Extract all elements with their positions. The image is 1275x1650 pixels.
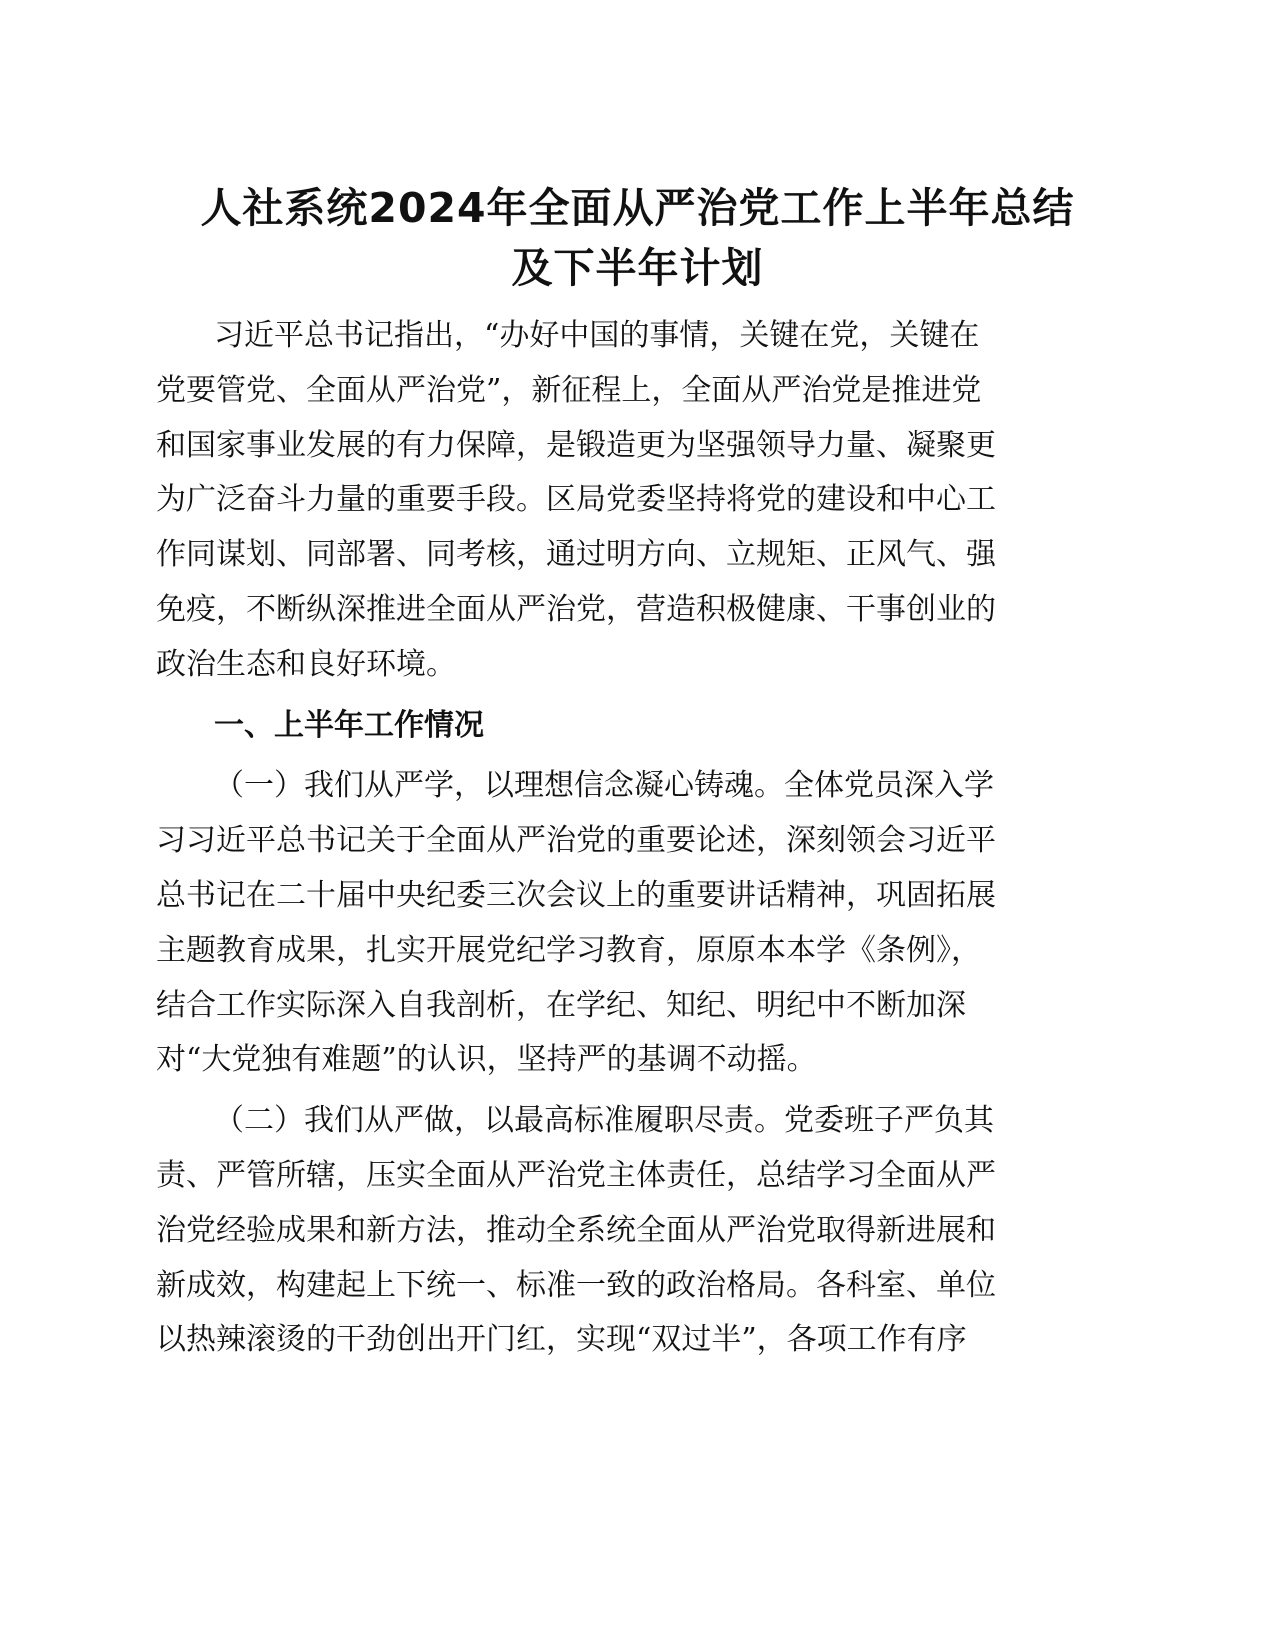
- paragraph-line: 治党经验成果和新方法，推动全系统全面从严治党取得新进展和: [156, 1212, 996, 1248]
- section-heading-text: 一、上半年工作情况: [214, 707, 484, 743]
- paragraph-line: 结合工作实际深入自我剖析，在学纪、知纪、明纪中不断加深: [156, 987, 966, 1023]
- paragraph-line: 总书记在二十届中央纪委三次会议上的重要讲话精神，巩固拓展: [156, 878, 996, 913]
- paragraph-line: 习近平总书记指出，“办好中国的事情，关键在党，关键在: [214, 318, 980, 353]
- paragraph-line: 对“大党独有难题”的认识，坚持严的基调不动摇。: [156, 1042, 817, 1078]
- paragraph-line: （二）我们从严做，以最高标准履职尽责。党委班子严负其: [214, 1103, 994, 1139]
- paragraph-line: 责、严管所辖，压实全面从严治党主体责任，总结学习全面从严: [156, 1158, 996, 1193]
- title-line-2: 及下半年计划: [511, 244, 764, 292]
- paragraph-line: 免疫，不断纵深推进全面从严治党，营造积极健康、干事创业的: [156, 592, 996, 627]
- paragraph-line: 为广泛奋斗力量的重要手段。区局党委坚持将党的建设和中心工: [156, 482, 996, 518]
- paragraph-line: 党要管党、全面从严治党”，新征程上，全面从严治党是推进党: [156, 372, 982, 408]
- paragraph-line: （一）我们从严学，以理想信念凝心铸魂。全体党员深入学: [214, 768, 994, 804]
- paragraph-line: 作同谋划、同部署、同考核，通过明方向、立规矩、正风气、强: [156, 537, 996, 573]
- paragraph-line: 新成效，构建起上下统一、标准一致的政治格局。各科室、单位: [156, 1267, 996, 1303]
- paragraph-line: 主题教育成果，扎实开展党纪学习教育，原原本本学《条例》，: [156, 932, 981, 968]
- paragraph-line: 以热辣滚烫的干劲创出开门红，实现“双过半”，各项工作有序: [156, 1322, 967, 1358]
- paragraph-line: 习习近平总书记关于全面从严治党的重要论述，深刻领会习近平: [156, 823, 996, 859]
- title-line-1: 人社系统2024年全面从严治党工作上半年总结: [200, 184, 1075, 232]
- paragraph-line: 和国家事业发展的有力保障，是锻造更为坚强领导力量、凝聚更: [156, 427, 996, 463]
- paragraph-line: 政治生态和良好环境。: [156, 646, 456, 682]
- document-title: [150, 178, 1125, 298]
